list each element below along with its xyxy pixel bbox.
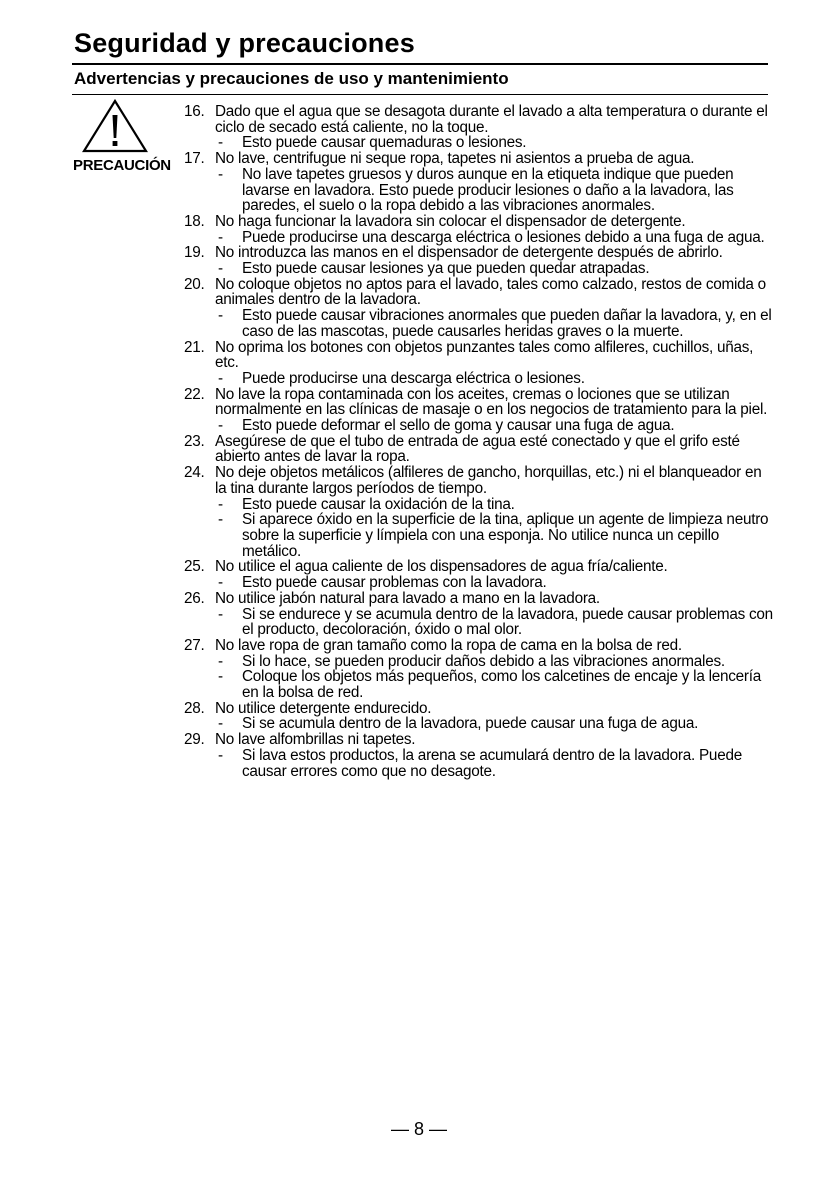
item-text: No introduzca las manos en el dispensador de detergente después de abrirlo.: [215, 244, 723, 262]
note-text: Si se endurece y se acumula dentro de la lavadora, puede causar problemas con el producto, decoloración, óxido o mal olor.: [242, 605, 773, 639]
note-dash: -: [218, 715, 223, 733]
note-dash: -: [218, 668, 223, 686]
item-number: 22.: [184, 385, 205, 403]
note-dash: -: [218, 495, 223, 513]
note-text: Si aparece óxido en la superficie de la tina, aplique un agente de limpieza neutro sobre la superficie y límpiela con una esponja. No utilice nunca un cepillo metálico.: [242, 511, 769, 560]
item-note: [218, 669, 774, 700]
item-number: 25.: [184, 558, 205, 576]
item-text: No deje objetos metálicos (alfileres de gancho, horquillas, etc.) ni el blanqueador en la tina durante largos períodos de tiempo.: [215, 464, 762, 497]
note-text: Esto puede causar lesiones ya que pueden quedar atrapadas.: [242, 260, 650, 278]
note-text: Esto puede causar vibraciones anormales que pueden dañar la lavadora, y, en el caso de las mascotas, puede causarles heridas graves o la muerte.: [242, 307, 772, 340]
note-text: Esto puede causar problemas con la lavadora.: [242, 574, 547, 592]
page-number: — 8 —: [390, 1119, 447, 1139]
list-item: [184, 214, 774, 245]
item-text: No lave la ropa contaminada con los aceites, cremas o lociones que se utilizan normalmente en las clínicas de masaje o en los negocios de tratamiento para la piel.: [215, 385, 768, 419]
item-text: No utilice jabón natural para lavado a mano en la lavadora.: [215, 589, 600, 607]
note-text: Esto puede deformar el sello de goma y causar una fuga de agua.: [242, 417, 675, 435]
note-text: Si se acumula dentro de la lavadora, puede causar una fuga de agua.: [242, 715, 699, 733]
item-note: [218, 167, 774, 214]
item-text: Asegúrese de que el tubo de entrada de agua esté conectado y que el grifo esté abierto antes de lavar la ropa.: [215, 432, 740, 466]
list-item: [184, 465, 774, 559]
note-text: Esto puede causar quemaduras o lesiones.: [242, 134, 527, 152]
item-number: 18.: [184, 212, 205, 230]
item-note: [218, 497, 774, 513]
item-text: No utilice detergente endurecido.: [215, 699, 432, 717]
note-dash: -: [218, 369, 223, 387]
title-divider: [72, 63, 768, 65]
item-number: 19.: [184, 244, 205, 262]
list-item: [184, 434, 774, 465]
list-item: [184, 104, 774, 151]
item-note: [218, 230, 774, 246]
precautions-list: [184, 104, 774, 779]
item-note: [218, 261, 774, 277]
item-note: [218, 135, 774, 151]
item-number: 21.: [184, 338, 205, 356]
item-text: No lave, centrifugue ni seque ropa, tapetes ni asientos a prueba de agua.: [215, 150, 695, 168]
note-dash: -: [218, 574, 223, 592]
note-dash: -: [218, 307, 223, 325]
list-item: [184, 638, 774, 701]
note-dash: -: [218, 746, 223, 764]
item-text: Dado que el agua que se desagota durante el lavado a alta temperatura o durante el ciclo de secado está caliente, no la toque.: [215, 103, 768, 136]
item-number: 26.: [184, 589, 205, 607]
item-note: [218, 654, 774, 670]
list-item: [184, 151, 774, 214]
note-text: Si lo hace, se pueden producir daños debido a las vibraciones anormales.: [242, 652, 725, 670]
section-subtitle: Advertencias y precauciones de uso y mantenimiento: [74, 69, 509, 88]
page-title: Seguridad y precauciones: [74, 28, 415, 58]
caution-label: PRECAUCIÓN: [73, 157, 171, 174]
note-dash: -: [218, 165, 223, 183]
item-note: [218, 308, 774, 339]
item-note: [218, 607, 774, 638]
item-number: 24.: [184, 464, 205, 482]
item-text: No oprima los botones con objetos punzantes tales como alfileres, cuchillos, uñas, etc.: [215, 338, 754, 372]
item-note: [218, 512, 774, 559]
note-dash: -: [218, 511, 223, 529]
item-number: 29.: [184, 731, 205, 749]
note-text: No lave tapetes gruesos y duros aunque en la etiqueta indique que pueden lavarse en lavadora. Esto puede producir lesiones o daño a la lavadora, las paredes, el suelo o la ropa debido a las vibraciones anormales.: [242, 165, 734, 215]
item-note: [218, 418, 774, 434]
note-dash: -: [218, 134, 223, 152]
item-note: [218, 716, 774, 732]
note-text: Puede producirse una descarga eléctrica o lesiones debido a una fuga de agua.: [242, 228, 765, 246]
item-text: No lave alfombrillas ni tapetes.: [215, 731, 416, 749]
list-item: [184, 701, 774, 732]
subtitle-divider: [72, 94, 768, 95]
note-text: Esto puede causar la oxidación de la tina.: [242, 495, 515, 513]
note-dash: -: [218, 417, 223, 435]
item-number: 28.: [184, 699, 205, 717]
item-number: 20.: [184, 275, 205, 293]
list-item: [184, 277, 774, 340]
note-dash: -: [218, 260, 223, 278]
item-number: 17.: [184, 150, 205, 168]
note-text: Coloque los objetos más pequeños, como los calcetines de encaje y la lencería en la bolsa de red.: [242, 668, 762, 702]
list-item: [184, 732, 774, 779]
item-number: 23.: [184, 432, 205, 450]
item-text: No lave ropa de gran tamaño como la ropa de cama en la bolsa de red.: [215, 636, 682, 654]
list-item: [184, 387, 774, 434]
note-dash: -: [218, 605, 223, 623]
item-number: 27.: [184, 636, 205, 654]
note-text: Si lava estos productos, la arena se acumulará dentro de la lavadora. Puede causar errores como que no desagote.: [242, 746, 742, 780]
item-note: [218, 371, 774, 387]
warning-triangle-icon: [80, 98, 150, 154]
item-text: No coloque objetos no aptos para el lavado, tales como calzado, restos de comida o animales dentro de la lavadora.: [215, 275, 766, 309]
note-dash: -: [218, 228, 223, 246]
list-item: [184, 245, 774, 276]
item-note: [218, 575, 774, 591]
item-text: No utilice el agua caliente de los dispensadores de agua fría/caliente.: [215, 558, 668, 576]
item-number: 16.: [184, 103, 205, 120]
item-text: No haga funcionar la lavadora sin colocar el dispensador de detergente.: [215, 212, 686, 230]
item-note: [218, 748, 774, 779]
note-dash: -: [218, 652, 223, 670]
list-item: [184, 559, 774, 590]
list-item: [184, 340, 774, 387]
note-text: Puede producirse una descarga eléctrica o lesiones.: [242, 369, 585, 387]
list-item: [184, 591, 774, 638]
